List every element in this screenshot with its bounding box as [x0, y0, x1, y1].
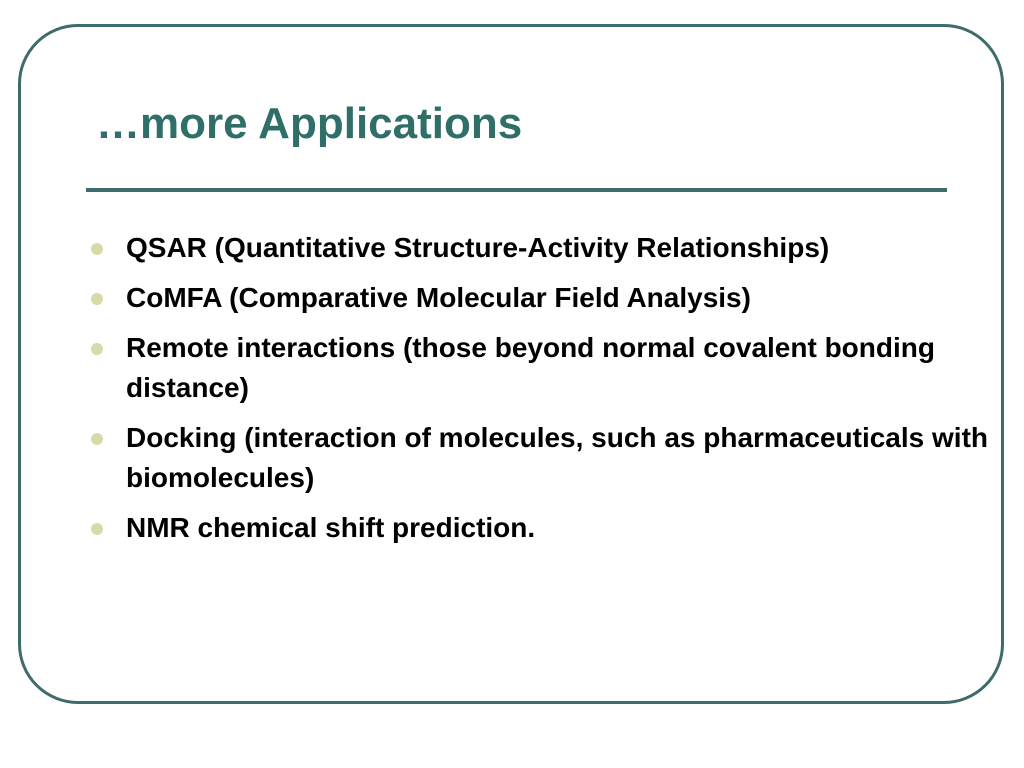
bullet-item — [88, 508, 988, 548]
bullet-text: Remote interactions (those beyond normal covalent bonding distance) — [126, 332, 935, 403]
bullet-text: Docking (interaction of molecules, such as pharmaceuticals with biomolecules) — [126, 422, 988, 493]
bullet-item — [88, 278, 988, 318]
bullet-item — [88, 328, 988, 408]
bullet-dot-icon — [91, 343, 103, 355]
bullet-dot-icon — [91, 243, 103, 255]
bullet-dot-icon — [91, 523, 103, 535]
bullet-dot-icon — [91, 293, 103, 305]
bullet-item — [88, 228, 988, 268]
bullet-text: CoMFA (Comparative Molecular Field Analysis) — [126, 282, 751, 313]
bullet-text: NMR chemical shift prediction. — [126, 512, 536, 543]
title-divider — [86, 188, 947, 192]
bullet-item — [88, 418, 988, 498]
bullet-list — [88, 228, 988, 558]
bullet-text: QSAR (Quantitative Structure-Activity Relationships) — [126, 232, 830, 263]
bullet-dot-icon — [91, 433, 103, 445]
slide-title: …more Applications — [96, 99, 523, 148]
